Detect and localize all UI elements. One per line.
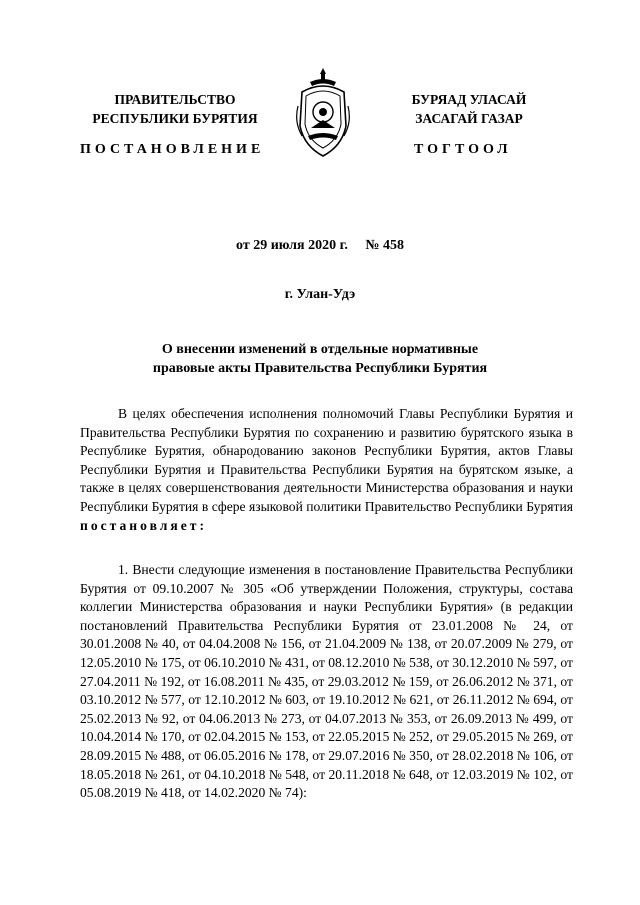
decree-type-russian: ПОСТАНОВЛЕНИЕ <box>80 142 265 157</box>
issuer-russian-line2: РЕСПУБЛИКИ БУРЯТИЯ <box>92 111 258 126</box>
city: г. Улан-Удэ <box>284 287 356 302</box>
dateline <box>0 238 640 254</box>
preamble-paragraph <box>80 405 573 535</box>
issuer-buryat-line1: БУРЯАД УЛАСАЙ <box>411 92 527 107</box>
issuer-buryat-line2: ЗАСАГАЙ ГАЗАР <box>415 111 523 126</box>
issuer-russian <box>80 90 270 128</box>
clause-1-paragraph: 1. Внести следующие изменения в постановление Правительства Республики Бурятия от 09.10.2007 № 305 «Об утверждении Положения, структуры, состава коллегии Министерства образования и науки Республики Бурятия» (в редакции постановлений Правительства Республики Бурятия от 23.01.2008 № 24, от 30.01.2008 № 40, от 04.04.2008 № 156, от 21.04.2009 № 138, от 20.07.2009 № 279, от 12.05.2010 № 175, от 06.10.2010 № 431, от 08.12.2010 № 538, от 30.12.2010 № 597, от 27.04.2011 № 192, от 16.08.2011 № 435, от 29.03.2012 № 159, от 26.06.2012 № 371, от 03.10.2012 № 577, от 12.10.2012 № 603, от 19.10.2012 № 621, от 26.11.2012 № 694, от 25.02.2013 № 92, от 04.06.2013 № 273, от 04.07.2013 № 353, от 26.09.2013 № 499, от 10.04.2014 № 170, от 02.04.2015 № 153, от 22.05.2015 № 252, от 29.05.2015 № 269, от 28.09.2015 № 488, от 06.05.2016 № 178, от 29.07.2016 № 350, от 28.02.2018 № 106, от 18.05.2018 № 261, от 04.10.2018 № 548, от 20.11.2018 № 648, от 12.03.2019 № 102, от 05.08.2019 № 418, от 14.02.2020 № 74): <box>80 562 573 801</box>
preamble-text: В целях обеспечения исполнения полномочий Главы Республики Бурятия и Правительства Республики Бурятия по сохранению и развитию бурятского языка в Республике Бурятия, обнародованию законов Республики Бурятия, актов Главы Республики Бурятия и Правительства Республики Бурятия на бурятском языке, а также в целях совершенствования деятельности Министерства образования и науки Республики Бурятия в сфере языковой политики Правительство Республики Бурятия <box>80 406 573 514</box>
decree-number: № 458 <box>365 238 404 253</box>
issuer-russian-line1: ПРАВИТЕЛЬСТВО <box>114 92 236 107</box>
coat-of-arms-icon <box>290 66 356 160</box>
document-title <box>120 340 520 378</box>
document-title-line1: О внесении изменений в отдельные нормативные <box>161 342 479 357</box>
decree-date: от 29 июля 2020 г. <box>236 238 348 253</box>
issuer-buryat <box>384 90 554 128</box>
resolves-keyword: постановляет: <box>80 517 207 533</box>
decree-type-buryat: ТОГТООЛ <box>414 142 512 157</box>
document-title-line2: правовые акты Правительства Республики Бурятия <box>152 361 488 376</box>
